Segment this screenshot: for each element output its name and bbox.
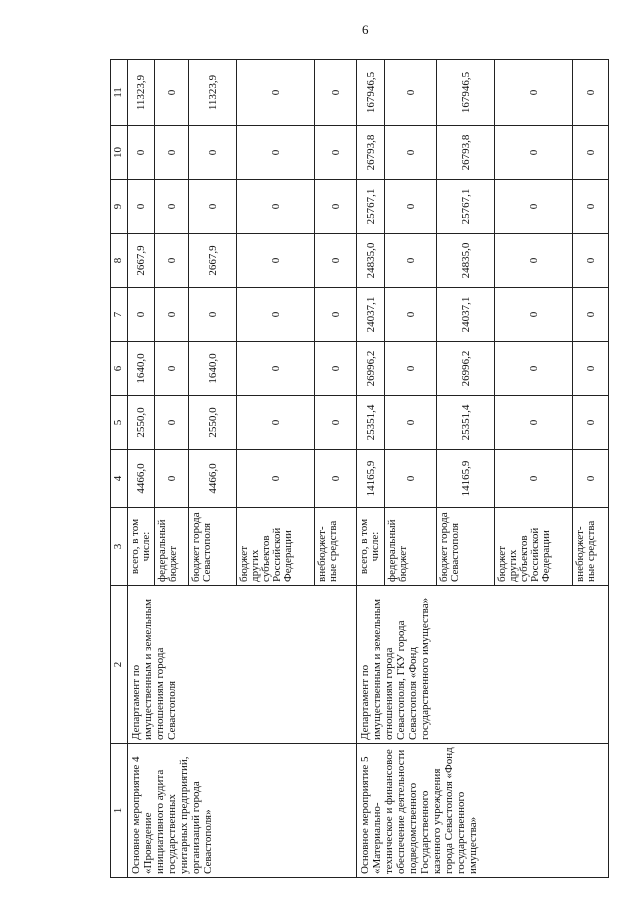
value-cell: 2550,0 [189,396,237,450]
column-header: 3 [111,508,128,586]
funding-source: всего, в том числе: [357,508,385,586]
table-row [357,60,385,878]
column-header: 5 [111,396,128,450]
value-cell: 25767,1 [357,180,385,234]
value-cell: 0 [128,288,155,342]
value-cell: 0 [495,126,573,180]
value-cell: 0 [315,396,357,450]
funding-source: федеральный бюджет [385,508,437,586]
value-cell: 0 [237,180,315,234]
funding-source: бюджет других субъектов Российской Федерации [495,508,573,586]
column-header: 10 [111,126,128,180]
value-cell: 1640,0 [128,342,155,396]
value-cell: 0 [573,126,609,180]
value-cell: 167946,5 [437,60,495,126]
value-cell: 4466,0 [128,450,155,508]
value-cell: 0 [189,288,237,342]
value-cell: 11323,9 [128,60,155,126]
executor: Департамент по имущественным и земельным отношениям города Севастополя, ГКУ города Севастополя «Фонд государственного имущества» [357,586,609,744]
budget-table [110,59,609,878]
funding-source: внебюджет-ные средства [573,508,609,586]
value-cell: 1640,0 [189,342,237,396]
column-header: 9 [111,180,128,234]
value-cell: 24037,1 [357,288,385,342]
value-cell: 14165,9 [437,450,495,508]
value-cell: 0 [155,450,189,508]
value-cell: 2667,9 [128,234,155,288]
value-cell: 26793,8 [437,126,495,180]
value-cell: 0 [385,60,437,126]
value-cell: 0 [155,180,189,234]
measure-name: Основное мероприятие 5 «Материально-техническое и финансовое обеспечение деятельности подведомственного Государственного казенного учреждения города Севастополя «Фонд государственного имущества» [357,744,609,878]
value-cell: 0 [315,234,357,288]
value-cell: 0 [128,126,155,180]
column-header: 6 [111,342,128,396]
value-cell: 0 [128,180,155,234]
value-cell: 167946,5 [357,60,385,126]
value-cell: 11323,9 [189,60,237,126]
funding-source: бюджет города Севастополя [189,508,237,586]
value-cell: 0 [155,126,189,180]
value-cell: 14165,9 [357,450,385,508]
funding-source: всего, в том числе: [128,508,155,586]
value-cell: 0 [315,288,357,342]
column-header: 11 [111,60,128,126]
value-cell: 2550,0 [128,396,155,450]
value-cell: 0 [495,450,573,508]
value-cell: 26996,2 [437,342,495,396]
header-row [111,60,128,878]
value-cell: 0 [385,342,437,396]
value-cell: 0 [495,60,573,126]
value-cell: 0 [237,450,315,508]
funding-source: федеральный бюджет [155,508,189,586]
value-cell: 0 [385,450,437,508]
value-cell: 0 [495,234,573,288]
value-cell: 0 [237,342,315,396]
value-cell: 2667,9 [189,234,237,288]
value-cell: 25351,4 [437,396,495,450]
value-cell: 0 [189,180,237,234]
column-header: 7 [111,288,128,342]
page-number: 6 [362,22,369,37]
value-cell: 0 [385,180,437,234]
value-cell: 0 [237,234,315,288]
value-cell: 0 [237,288,315,342]
value-cell: 0 [155,396,189,450]
executor: Департамент по имущественным и земельным отношениям города Севастополя [128,586,357,744]
value-cell: 0 [237,126,315,180]
value-cell: 0 [315,180,357,234]
value-cell: 0 [315,450,357,508]
funding-source: бюджет других субъектов Российской Федерации [237,508,315,586]
column-header: 4 [111,450,128,508]
value-cell: 0 [385,288,437,342]
value-cell: 0 [315,126,357,180]
column-header: 2 [111,586,128,744]
funding-source: внебюджет-ные средства [315,508,357,586]
value-cell: 0 [495,180,573,234]
value-cell: 0 [155,288,189,342]
funding-source: бюджет города Севастополя [437,508,495,586]
table-row [128,60,155,878]
value-cell: 0 [315,60,357,126]
value-cell: 0 [237,396,315,450]
value-cell: 0 [237,60,315,126]
value-cell: 0 [495,288,573,342]
value-cell: 0 [573,288,609,342]
value-cell: 0 [573,342,609,396]
value-cell: 0 [573,234,609,288]
value-cell: 0 [495,342,573,396]
value-cell: 0 [315,342,357,396]
value-cell: 26996,2 [357,342,385,396]
value-cell: 25351,4 [357,396,385,450]
value-cell: 0 [385,126,437,180]
value-cell: 0 [573,396,609,450]
column-header: 1 [111,744,128,878]
value-cell: 4466,0 [189,450,237,508]
value-cell: 0 [495,396,573,450]
value-cell: 0 [573,60,609,126]
value-cell: 0 [155,342,189,396]
column-header: 8 [111,234,128,288]
value-cell: 24835,0 [357,234,385,288]
value-cell: 0 [155,60,189,126]
value-cell: 0 [385,396,437,450]
measure-name: Основное мероприятие 4 «Проведение инициативного аудита государственных унитарных предприятий, организаций города Севастополя» [128,744,357,878]
value-cell: 0 [385,234,437,288]
value-cell: 0 [573,450,609,508]
value-cell: 0 [155,234,189,288]
value-cell: 25767,1 [437,180,495,234]
value-cell: 0 [189,126,237,180]
rotated-table-container [110,60,600,878]
value-cell: 26793,8 [357,126,385,180]
value-cell: 24037,1 [437,288,495,342]
value-cell: 24835,0 [437,234,495,288]
value-cell: 0 [573,180,609,234]
